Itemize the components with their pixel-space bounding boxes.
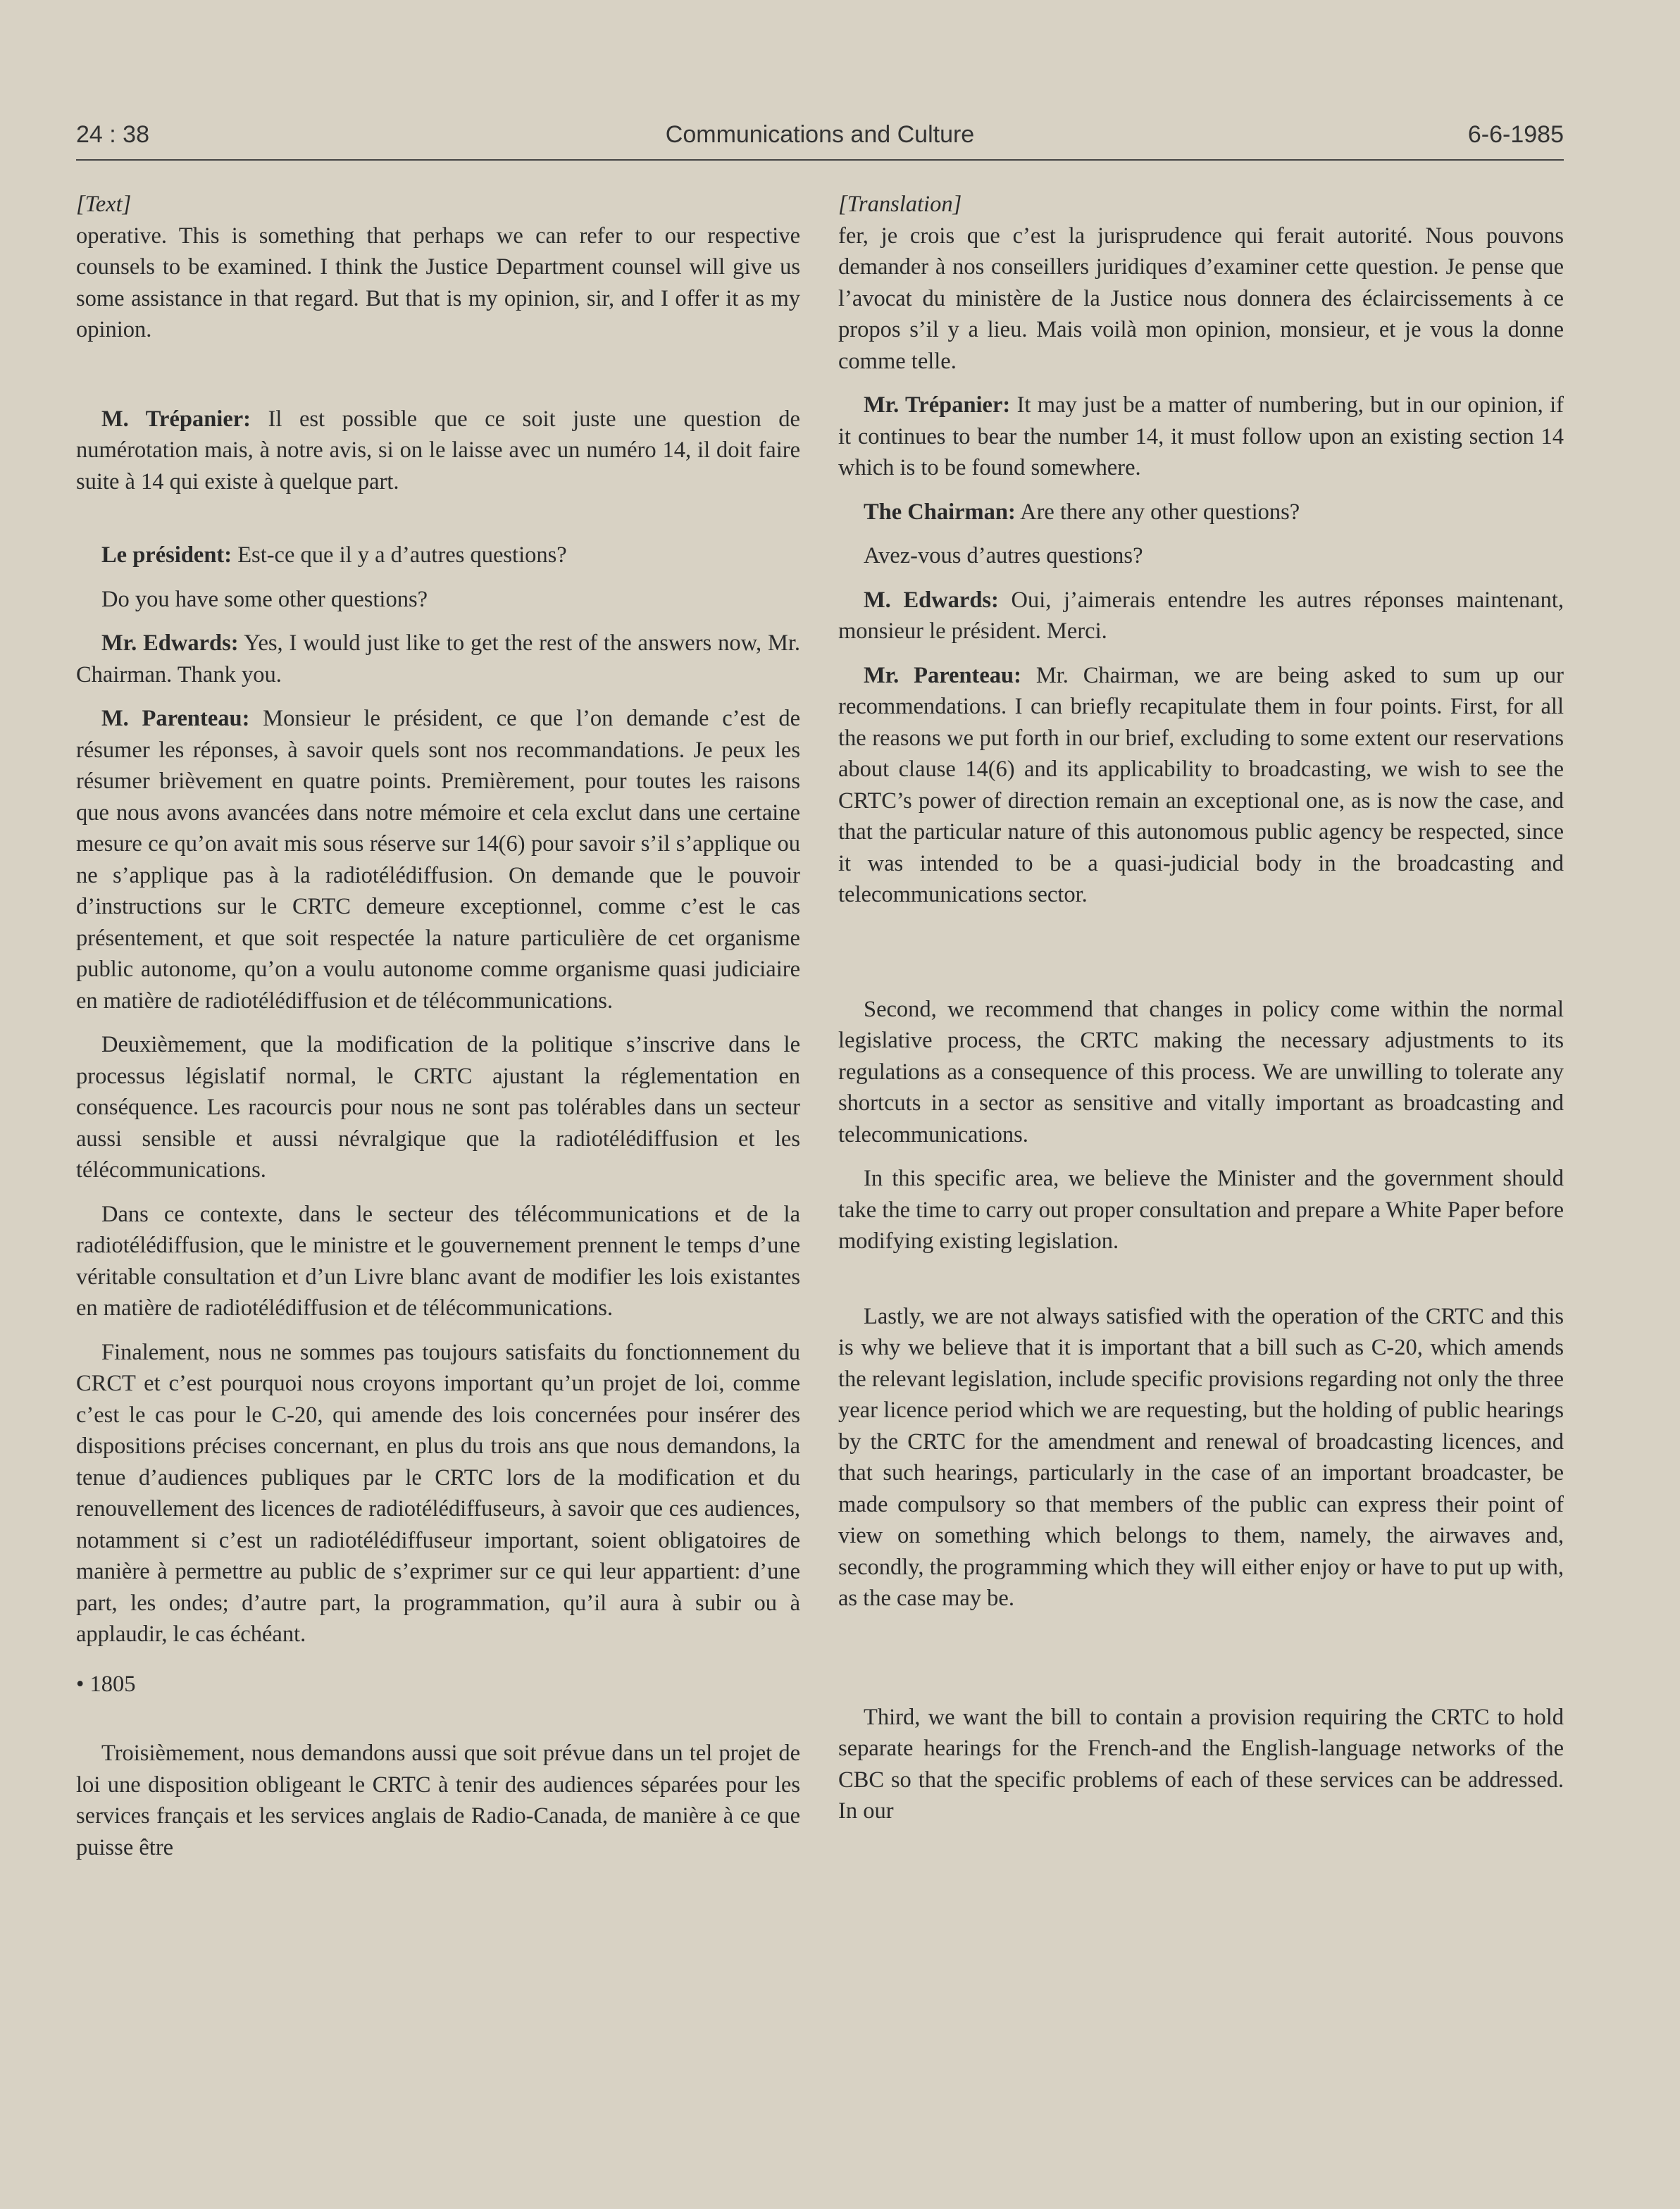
paragraph <box>838 390 1564 484</box>
speaker-name: Le président: <box>101 542 232 568</box>
paragraph <box>838 585 1564 647</box>
paragraph: Finalement, nous ne sommes pas toujours satisfaits du fonctionnement du CRCT et c’est pourquoi nous croyons important qu’un projet de loi, comme c’est le cas pour le C-20, qui amende des lois concernées pour insérer des dispositions précises concernant, en plus du trois ans que nous demandons, la tenue d’audiences publiques par le CRTC lors de la modification et du renouvellement des licences de radiotélédiffuseurs, à savoir que ces audiences, notamment si c’est un radiotélédiffuseur important, soient obligatoires de manière à permettre au public de s’exprimer sur ce qui leur appartient: d’une part, les ondes; d’autre part, la programmation, qu’il aura à subir ou à applaudir, le cas échéant. <box>76 1339 800 1647</box>
paragraph: Second, we recommend that changes in policy come within the normal legislative process, the CRTC making the necessary adjustments to its regulations as a consequence of this process. We are unwilling to tolerate any shortcuts in a sector as sensitive and vitally important as broadcasting and telecommunications. <box>838 996 1564 1147</box>
paragraph: operative. This is something that perhaps we can refer to our respective counsels to be examined. I think the Justice Department counsel will give us some assistance in that regard. But that is my opinion, sir, and I offer it as my opinion. <box>76 223 800 342</box>
speaker-name: Mr. Parenteau: <box>864 662 1021 688</box>
running-title: Communications and Culture <box>665 121 975 148</box>
speaker-name: M. Edwards: <box>864 587 999 613</box>
paragraph: Lastly, we are not always satisfied with the operation of the CRTC and this is why we believe that it is important that a bill such as C-20, which amends the relevant legislation, include specific provisions regarding not only the three year licence period which we are requesting, but the holding of public hearings by the CRTC for the amendment and renewal of broadcasting licences, and that such hearings, particularly in the case of an important broadcaster, be made compulsory so that members of the public can express their point of view on something which belongs to them, namely, the airwaves and, secondly, the programming which they will either enjoy or have to put up with, as the case may be. <box>838 1303 1564 1611</box>
speaker-name: Mr. Trépanier: <box>864 392 1011 418</box>
speech-text: Oui, j’aimerais entendre les autres réponses maintenant, monsieur le président. Merci. <box>838 587 1564 644</box>
paragraph <box>76 404 800 498</box>
speaker-name: The Chairman: <box>864 499 1016 525</box>
header-rule <box>76 159 1564 161</box>
paragraph <box>76 628 800 690</box>
speech-text: Il est possible que ce soit juste une question de numérotation mais, à notre avis, si on le laisse avec un numéro 14, il doit faire suite à 14 qui existe à quelque part. <box>76 406 800 494</box>
paragraph: Avez-vous d’autres questions? <box>864 543 1143 568</box>
paragraph <box>76 703 800 1016</box>
page-date: 6-6-1985 <box>1467 121 1564 148</box>
speech-text: Yes, I would just like to get the rest of the answers now, Mr. Chairman. Thank you. <box>76 630 801 687</box>
paragraph: fer, je crois que c’est la jurisprudence qui ferait autorité. Nous pouvons demander à nos conseillers juridiques d’examiner cette question. Je pense que l’avocat du ministère de la Justice nous donnera des éclaircissements à ce propos s’il y a lieu. Mais voilà mon opinion, monsieur, et je vous la donne comme telle. <box>838 223 1564 374</box>
speaker-name: Mr. Edwards: <box>101 630 239 656</box>
paragraph: Dans ce contexte, dans le secteur des télécommunications et de la radiotélédiffusion, que le ministre et le gouvernement prennent le temps d’une véritable consultation et d’un Livre blanc avant de modifier les lois existantes en matière de radiotélédiffusion et de télécommunications. <box>76 1201 800 1321</box>
left-column <box>76 189 800 1863</box>
paragraph <box>838 497 1564 528</box>
time-marker: • 1805 <box>76 1671 136 1697</box>
speech-text: Mr. Chairman, we are being asked to sum up our recommendations. I can briefly recapitulate them in four points. First, for all the reasons we put forth in our brief, excluding to some extent our reservations about clause 14(6) and its applicability to broadcasting, we wish to see the CRTC’s power of direction remain an exceptional one, as is now the case, and that the particular nature of this autonomous public agency be respected, since it was intended to be a quasi-judicial body in the broadcasting and telecommunications sector. <box>838 662 1564 907</box>
paragraph: Do you have some other questions? <box>101 586 428 612</box>
paragraph: Third, we want the bill to contain a provision requiring the CRTC to hold separate hearings for the French-and the English-language networks of the CBC so that the specific problems of each of these services can be addressed. In our <box>838 1704 1564 1824</box>
page-header <box>76 121 1564 156</box>
speech-text: Monsieur le président, ce que l’on demande c’est de résumer les réponses, à savoir quels sont nos recommandations. Je peux les résumer brièvement en quatre points. Premièrement, pour toutes les raisons que nous avons avancées dans notre mémoire et cela exclut dans une certaine mesure ce qu’on avait mis sous réserve sur 14(6) pour savoir s’il s’applique ou ne s’applique pas à la radiotélédiffusion. On demande que le pouvoir d’instructions sur le CRTC demeure exceptionnel, comme c’est le cas présentement, et que soit respectée la nature particulière de cet organisme public autonome, qu’on a voulu autonome comme organisme quasi judiciaire en matière de radiotélédiffusion et de télécommunications. <box>76 706 800 1014</box>
speaker-name: M. Parenteau: <box>101 706 250 731</box>
speech-text: It may just be a matter of numbering, but in our opinion, if it continues to bear the number 14, it must follow upon an existing section 14 which is to be found somewhere. <box>838 392 1564 480</box>
paragraph: Deuxièmement, que la modification de la politique s’inscrive dans le processus législatif normal, le CRTC ajustant la réglementation en conséquence. Les racourcis pour nous ne sont pas tolérables dans un secteur aussi sensible et aussi névralgique que la radiotélédiffusion et les télécommunications. <box>76 1032 800 1183</box>
speech-text: Est-ce que il y a d’autres questions? <box>232 542 567 568</box>
paragraph <box>76 540 800 571</box>
paragraph: Troisièmement, nous demandons aussi que soit prévue dans un tel projet de loi une disposition obligeant le CRTC à tenir des audiences séparées pour les services français et les services anglais de Radio-Canada, de manière à ce que puisse être <box>76 1741 800 1860</box>
language-tag: [Text] <box>76 192 132 217</box>
paragraph <box>838 660 1564 911</box>
language-tag: [Translation] <box>838 192 962 217</box>
right-column <box>838 189 1564 1827</box>
page-number: 24 : 38 <box>76 121 149 148</box>
speaker-name: M. Trépanier: <box>101 406 251 432</box>
speech-text: Are there any other questions? <box>1015 499 1300 525</box>
paragraph: In this specific area, we believe the Minister and the government should take the time to carry out proper consultation and prepare a White Paper before modifying existing legislation. <box>838 1166 1564 1254</box>
